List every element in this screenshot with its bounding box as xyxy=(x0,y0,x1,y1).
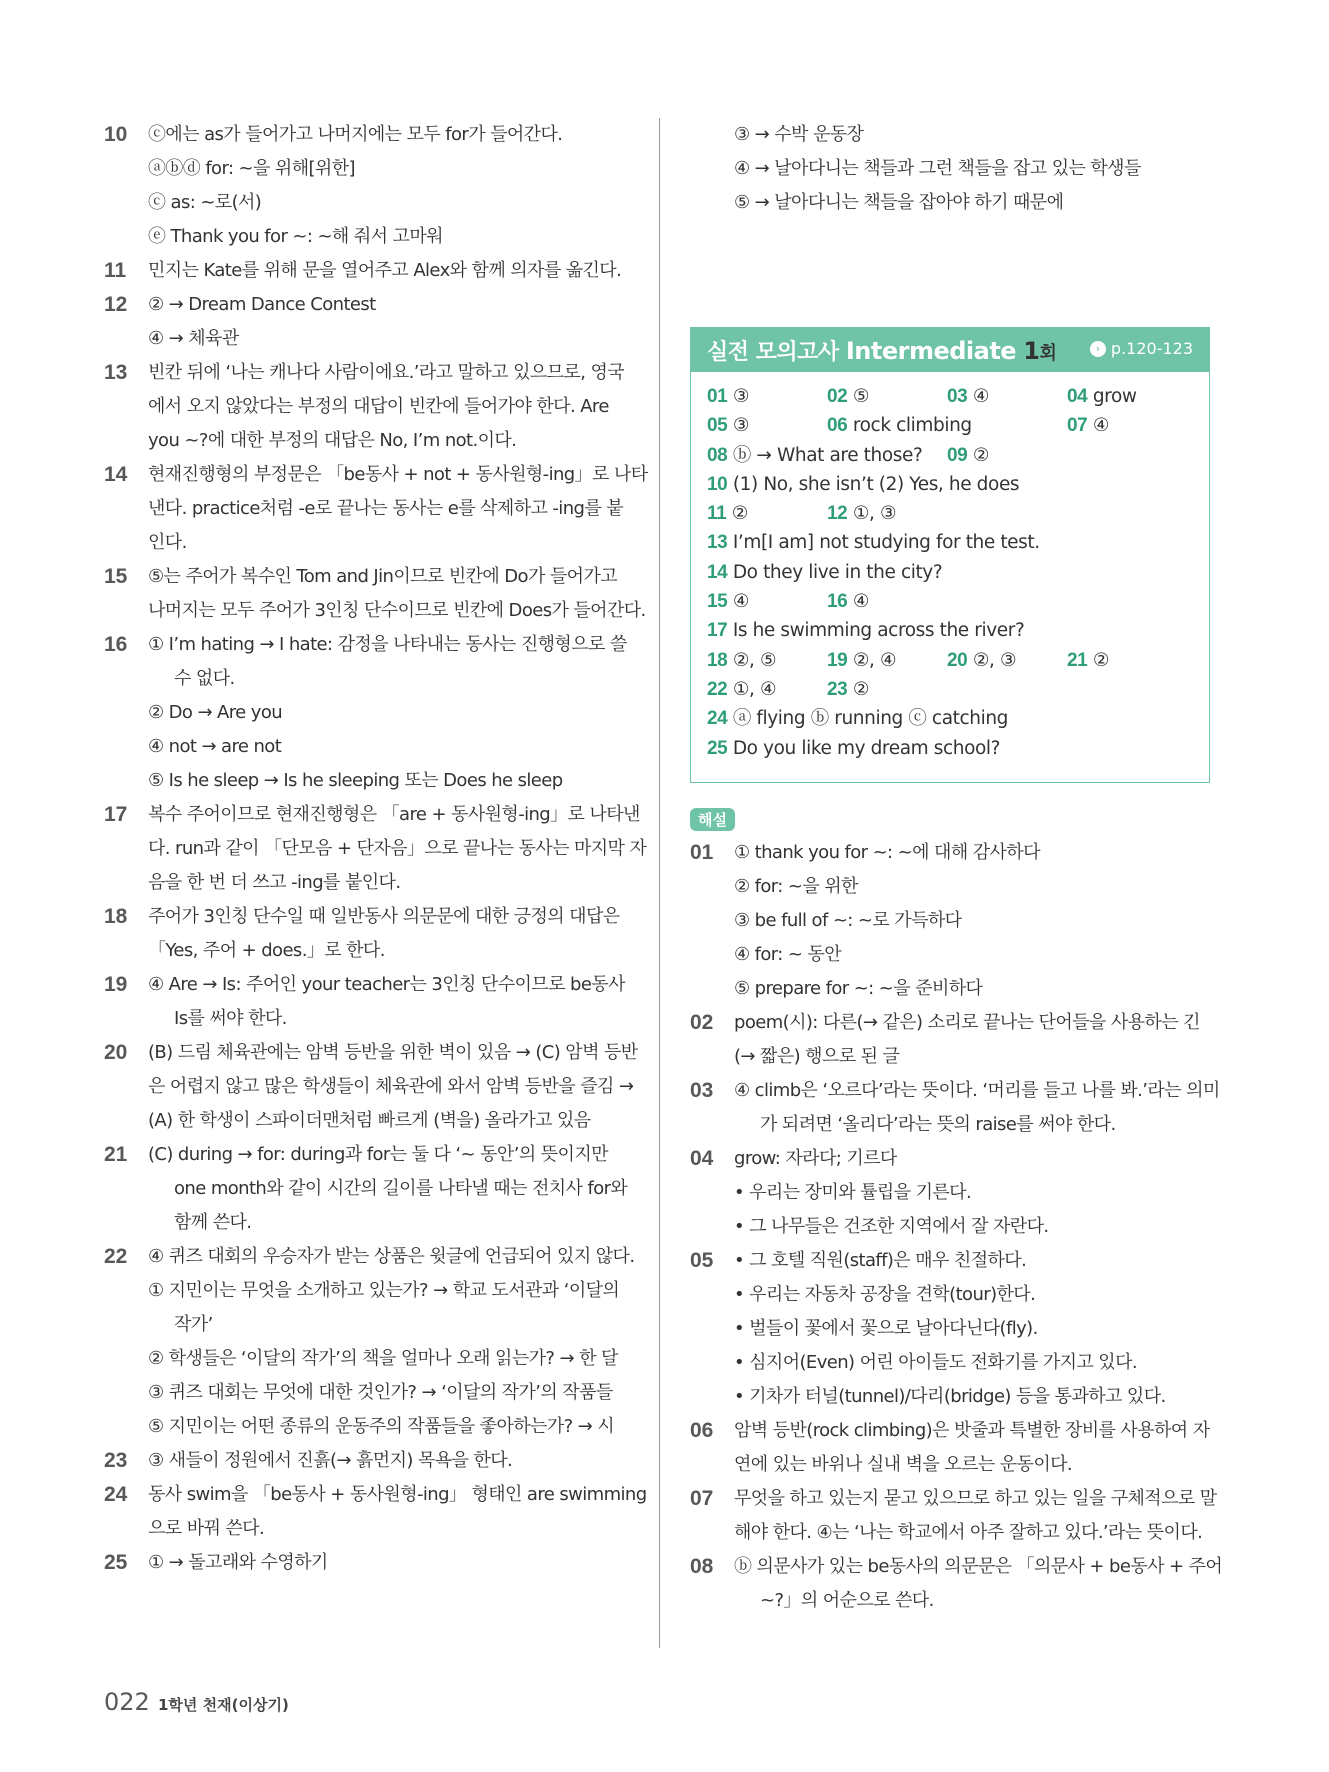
answer-number: 17 xyxy=(707,620,728,642)
answer-value: rock climbing xyxy=(852,415,972,437)
text-line: (B) 드림 체육관에는 암벽 등반을 위한 벽이 있음 → (C) 암벽 등반 xyxy=(148,1042,638,1063)
arrow-right-icon: › xyxy=(1090,341,1106,357)
item-number: 13 xyxy=(104,361,128,384)
answer-number: 20 xyxy=(947,649,968,671)
answer-value: ④ xyxy=(732,591,750,613)
text-line: ③ be full of ~: ~로 가득하다 xyxy=(734,910,962,931)
item-number: 05 xyxy=(690,1249,714,1272)
answer-number: 07 xyxy=(1067,415,1088,437)
item-number: 11 xyxy=(104,259,127,282)
text-line: 음을 한 번 더 쓰고 -ing를 붙인다. xyxy=(148,872,401,893)
text-line: ⑤ → 날아다니는 책들을 잡아야 하기 때문에 xyxy=(734,192,1064,213)
text-line: 작가’ xyxy=(174,1314,213,1335)
text-line: ⓒ에는 as가 들어가고 나머지에는 모두 for가 들어간다. xyxy=(148,124,563,145)
text-line: 민지는 Kate를 위해 문을 열어주고 Alex와 함께 의자를 옮긴다. xyxy=(148,260,622,281)
item-number: 08 xyxy=(690,1555,714,1578)
answer-row xyxy=(707,441,1193,470)
answer-number: 04 xyxy=(1067,386,1088,407)
page-reference xyxy=(1090,339,1193,358)
answer-value: ③ xyxy=(732,386,750,407)
text-line: 함께 쓴다. xyxy=(174,1212,252,1233)
item-body xyxy=(148,356,632,458)
text-line: • 벌들이 꽃에서 꽃으로 날아다닌다(fly). xyxy=(734,1318,1038,1339)
answer-cell xyxy=(827,646,896,675)
answer-cell xyxy=(707,616,1024,645)
left-item xyxy=(104,1240,635,1444)
answer-row xyxy=(707,470,1193,499)
text-line: • 기차가 터널(tunnel)/다리(bridge) 등을 통과하고 있다. xyxy=(734,1386,1166,1407)
answer-value: ④ xyxy=(1092,415,1110,437)
answer-cell xyxy=(707,470,1019,499)
answer-value: Do you like my dream school? xyxy=(732,737,1001,759)
item-body xyxy=(734,1006,1220,1074)
item-body xyxy=(148,1478,647,1546)
right-item xyxy=(690,1414,1220,1482)
item-body xyxy=(148,1036,638,1138)
item-body xyxy=(148,288,632,356)
text-line: 낸다. practice처럼 -e로 끝나는 동사는 e를 삭제하고 -ing를 붙 xyxy=(148,498,624,519)
answer-value: I’m[I am] not studying for the test. xyxy=(732,532,1040,554)
answer-value: ②, ⑤ xyxy=(732,649,777,671)
text-line: • 심지어(Even) 어린 아이들도 전화기를 가지고 있다. xyxy=(734,1352,1138,1373)
item-body xyxy=(148,1240,634,1444)
answer-list xyxy=(691,372,1209,763)
explanation-badge: 해설 xyxy=(690,808,735,831)
text-line: • 그 나무들은 건조한 지역에서 잘 자란다. xyxy=(734,1216,1049,1237)
right-item xyxy=(690,1244,1220,1414)
answer-value: (1) No, she isn’t (2) Yes, he does xyxy=(732,473,1020,495)
text-line: 다. run과 같이 「단모음 + 단자음」으로 끝나는 동사는 마지막 자 xyxy=(148,838,647,859)
item-number: 20 xyxy=(104,1041,128,1064)
answer-cell xyxy=(1067,411,1109,440)
answer-cell xyxy=(947,646,1016,675)
item-body xyxy=(148,560,646,628)
text-line: ① 지민이는 무엇을 소개하고 있는가? → 학교 도서관과 ‘이달의 xyxy=(148,1280,620,1301)
answer-number: 09 xyxy=(947,444,968,466)
left-item xyxy=(104,1444,632,1478)
left-item xyxy=(104,1546,632,1580)
text-line: ④ climb은 ‘오르다’라는 뜻이다. ‘머리를 들고 나를 봐.’라는 의미 xyxy=(734,1080,1220,1101)
answer-row xyxy=(707,499,1193,528)
answer-cell xyxy=(827,499,896,528)
text-line: ⑤ Is he sleep → Is he sleeping 또는 Does he sleep xyxy=(148,770,563,791)
answer-row xyxy=(707,411,1193,440)
answer-value: ② xyxy=(852,678,870,700)
answer-number: 16 xyxy=(827,591,848,613)
answer-number: 03 xyxy=(947,386,968,407)
answer-value: ④ xyxy=(852,591,870,613)
answer-number: 06 xyxy=(827,415,848,437)
text-line: ④ not → are not xyxy=(148,736,282,757)
item-body xyxy=(734,1550,1222,1618)
answer-box xyxy=(690,327,1210,783)
answer-value: ①, ④ xyxy=(732,678,777,700)
item-number: 25 xyxy=(104,1551,128,1574)
left-item xyxy=(104,118,632,254)
text-line: ② for: ~을 위한 xyxy=(734,876,858,897)
item-number: 22 xyxy=(104,1245,128,1268)
answer-number: 05 xyxy=(707,415,728,437)
answer-row xyxy=(707,734,1193,763)
answer-number: 19 xyxy=(827,649,848,671)
answer-number: 10 xyxy=(707,473,728,495)
answer-box-title xyxy=(691,335,1056,366)
right-item xyxy=(690,1074,1220,1142)
item-body xyxy=(148,628,632,798)
item-number: 03 xyxy=(690,1079,714,1102)
item-number: 18 xyxy=(104,905,128,928)
answer-number: 23 xyxy=(827,678,848,700)
text-line: ③ 퀴즈 대회는 무엇에 대한 것인가? → ‘이달의 작가’의 작품들 xyxy=(148,1382,613,1403)
answer-value: ②, ③ xyxy=(972,649,1017,671)
left-item xyxy=(104,458,648,560)
text-line: ⑤ prepare for ~: ~을 준비하다 xyxy=(734,978,983,999)
answer-number: 02 xyxy=(827,386,848,407)
text-line: grow: 자라다; 기르다 xyxy=(734,1148,897,1169)
answer-value: ②, ④ xyxy=(852,649,897,671)
right-item xyxy=(690,1142,1220,1244)
text-line: 에서 오지 않았다는 부정의 대답이 빈칸에 들어가야 한다. Are xyxy=(148,396,609,417)
text-line: 가 되려면 ‘올리다’라는 뜻의 raise를 써야 한다. xyxy=(760,1114,1116,1135)
left-column xyxy=(104,118,648,1580)
item-body xyxy=(734,1074,1220,1142)
left-item xyxy=(104,560,646,628)
answer-value: ⑤ xyxy=(852,386,870,407)
text-line: ② → Dream Dance Contest xyxy=(148,294,376,315)
item-number: 19 xyxy=(104,973,128,996)
right-column-top xyxy=(690,118,1220,220)
answer-cell xyxy=(707,675,776,704)
text-line: 은 어렵지 않고 많은 학생들이 체육관에 와서 암벽 등반을 즐김 → xyxy=(148,1076,634,1097)
answer-value: ② xyxy=(731,503,748,525)
item-body xyxy=(734,1482,1220,1550)
left-item xyxy=(104,1138,632,1240)
item-body xyxy=(734,1414,1220,1482)
answer-row xyxy=(707,675,1193,704)
answer-cell xyxy=(707,587,749,616)
answer-row xyxy=(707,704,1193,733)
answer-value: ② xyxy=(972,444,990,466)
item-number: 24 xyxy=(104,1483,128,1506)
text-line: poem(시): 다른(→ 같은) 소리로 끝나는 단어들을 사용하는 긴 xyxy=(734,1012,1200,1033)
text-line: (A) 한 학생이 스파이더맨처럼 빠르게 (벽을) 올라가고 있음 xyxy=(148,1110,591,1131)
item-number: 02 xyxy=(690,1011,714,1034)
title-prefix: 실전 모의고사 xyxy=(707,339,846,365)
answer-cell xyxy=(1067,382,1137,411)
item-body xyxy=(148,1138,632,1240)
text-line: 암벽 등반(rock climbing)은 밧줄과 특별한 장비를 사용하여 자 xyxy=(734,1420,1210,1441)
text-line: ① → 돌고래와 수영하기 xyxy=(148,1552,328,1573)
item-body xyxy=(148,1546,632,1580)
answer-number: 12 xyxy=(827,503,848,525)
left-item xyxy=(104,798,647,900)
answer-cell xyxy=(707,704,1008,733)
answer-cell xyxy=(707,411,749,440)
answer-value: ② xyxy=(1092,649,1110,671)
item-number: 04 xyxy=(690,1147,714,1170)
answer-number: 18 xyxy=(707,649,728,671)
title-level: Intermediate xyxy=(845,336,1017,365)
text-line: • 우리는 자동차 공장을 견학(tour)한다. xyxy=(734,1284,1036,1305)
answer-row xyxy=(707,616,1193,645)
answer-cell xyxy=(947,382,989,411)
text-line: you ~?에 대한 부정의 대답은 No, I’m not.이다. xyxy=(148,430,517,451)
right-item xyxy=(690,1006,1220,1074)
text-line: one month와 같이 시간의 길이를 나타낼 때는 전치사 for와 xyxy=(174,1178,628,1199)
text-line: ④ for: ~ 동안 xyxy=(734,944,842,965)
right-column-explanations xyxy=(690,836,1223,1618)
answer-value: Do they live in the city? xyxy=(732,561,943,583)
book-title: 1학년 천재(이상기) xyxy=(158,1696,289,1714)
text-line: ⓒ as: ~로(서) xyxy=(148,192,262,213)
answer-value: Is he swimming across the river? xyxy=(732,620,1025,642)
left-item xyxy=(104,628,632,798)
item-body xyxy=(734,1244,1220,1414)
answer-row xyxy=(707,382,1193,411)
text-line: • 그 호텔 직원(staff)은 매우 친절하다. xyxy=(734,1250,1027,1271)
text-line: (→ 짧은) 행으로 된 글 xyxy=(734,1046,900,1067)
text-line: ⑤는 주어가 복수인 Tom and Jin이므로 빈칸에 Do가 들어가고 xyxy=(148,566,618,587)
answer-box-header xyxy=(691,328,1209,372)
left-item xyxy=(104,1478,647,1546)
answer-cell xyxy=(707,558,942,587)
item-number: 14 xyxy=(104,463,128,486)
text-line: ② 학생들은 ‘이달의 작가’의 책을 얼마나 오래 읽는가? → 한 달 xyxy=(148,1348,618,1369)
answer-value: ⓑ → What are those? xyxy=(732,444,923,466)
answer-number: 24 xyxy=(707,708,728,730)
item-number: 23 xyxy=(104,1449,128,1472)
item-number: 15 xyxy=(104,565,128,588)
item-body xyxy=(148,968,632,1036)
answer-cell xyxy=(707,441,922,470)
answer-number: 25 xyxy=(707,737,728,759)
text-line: ④ 퀴즈 대회의 우승자가 받는 상품은 윗글에 언급되어 있지 않다. xyxy=(148,1246,635,1267)
item-body xyxy=(148,458,648,560)
item-body xyxy=(148,1444,632,1478)
answer-cell xyxy=(707,528,1040,557)
text-line: ③ → 수박 운동장 xyxy=(734,124,864,145)
answer-number: 15 xyxy=(707,591,728,613)
text-line: 인다. xyxy=(148,532,187,553)
page-reference-text: p.120-123 xyxy=(1110,339,1193,358)
item-body xyxy=(734,836,1220,1006)
left-item xyxy=(104,968,632,1036)
answer-number: 22 xyxy=(707,678,728,700)
answer-value: ①, ③ xyxy=(852,503,897,525)
page-number: 022 xyxy=(104,1688,150,1716)
column-divider xyxy=(659,118,660,1648)
text-line: ④ → 날아다니는 책들과 그런 책들을 잡고 있는 학생들 xyxy=(734,158,1141,179)
right-item xyxy=(690,1482,1220,1550)
text-line: Is를 써야 한다. xyxy=(174,1008,287,1029)
answer-number: 01 xyxy=(707,386,728,407)
answer-row xyxy=(707,558,1193,587)
text-line: ③ 새들이 정원에서 진흙(→ 흙먼지) 목욕을 한다. xyxy=(148,1450,513,1471)
answer-cell xyxy=(707,646,776,675)
text-line: ⑤ 지민이는 어떤 종류의 운동주의 작품들을 좋아하는가? → 시 xyxy=(148,1416,615,1437)
answer-cell xyxy=(707,382,749,411)
text-line: ~?」의 어순으로 쓴다. xyxy=(760,1590,934,1611)
item-number: 17 xyxy=(104,803,128,826)
answer-value: ⓐ flying ⓑ running ⓒ catching xyxy=(732,708,1008,730)
left-item xyxy=(104,356,632,458)
answer-cell xyxy=(827,587,869,616)
item-number: 07 xyxy=(690,1487,714,1510)
answer-number: 21 xyxy=(1067,649,1088,671)
answer-cell xyxy=(827,411,972,440)
item-number: 12 xyxy=(104,293,128,316)
item-number: 21 xyxy=(104,1143,128,1166)
text-line: 동사 swim을 「be동사 + 동사원형-ing」 형태인 are swimming xyxy=(148,1484,647,1505)
item-number: 10 xyxy=(104,123,128,146)
text-line: 「Yes, 주어 + does.」로 한다. xyxy=(148,940,385,961)
text-line: (C) during → for: during과 for는 둘 다 ‘~ 동안’의 뜻이지만 xyxy=(148,1144,608,1165)
answer-row xyxy=(707,587,1193,616)
answer-row xyxy=(707,528,1193,557)
title-suffix: 회 xyxy=(1039,342,1057,364)
left-item xyxy=(104,1036,638,1138)
answer-number: 13 xyxy=(707,532,728,554)
text-line: 연에 있는 바위나 실내 벽을 오르는 운동이다. xyxy=(734,1454,1073,1475)
right-item xyxy=(690,836,1220,1006)
item-body xyxy=(148,118,632,254)
item-body xyxy=(148,254,632,288)
text-line: ⓑ 의문사가 있는 be동사의 의문문은 「의문사 + be동사 + 주어 xyxy=(734,1556,1223,1577)
item-number: 01 xyxy=(690,841,714,864)
answer-cell xyxy=(1067,646,1109,675)
text-line: 으로 바꿔 쓴다. xyxy=(148,1518,265,1539)
answer-cell xyxy=(827,382,869,411)
left-item xyxy=(104,254,632,288)
answer-number: 14 xyxy=(707,561,728,583)
text-line: ① I’m hating → I hate: 감정을 나타내는 동사는 진행형으로 쓸 xyxy=(148,634,627,655)
text-line: 주어가 3인칭 단수일 때 일반동사 의문문에 대한 긍정의 대답은 xyxy=(148,906,620,927)
answer-number: 08 xyxy=(707,444,728,466)
answer-cell xyxy=(707,499,748,528)
item-body xyxy=(734,1142,1220,1244)
answer-value: grow xyxy=(1092,386,1137,407)
text-line: ④ → 체육관 xyxy=(148,328,239,349)
text-line: 현재진행형의 부정문은 「be동사 + not + 동사원형-ing」로 나타 xyxy=(148,464,648,485)
answer-number: 11 xyxy=(707,503,727,525)
answer-value: ③ xyxy=(732,415,750,437)
answer-value: ④ xyxy=(972,386,990,407)
item-body xyxy=(148,900,632,968)
item-number: 06 xyxy=(690,1419,714,1442)
text-line: • 우리는 장미와 튤립을 기른다. xyxy=(734,1182,972,1203)
answer-cell xyxy=(947,441,989,470)
text-line: ⓔ Thank you for ~: ~해 줘서 고마워 xyxy=(148,226,443,247)
text-line: 나머지는 모두 주어가 3인칭 단수이므로 빈칸에 Does가 들어간다. xyxy=(148,600,646,621)
text-line: 복수 주어이므로 현재진행형은 「are + 동사원형-ing」로 나타낸 xyxy=(148,804,640,825)
answer-cell xyxy=(827,675,869,704)
text-line: 빈칸 뒤에 ‘나는 캐나다 사람이에요.’라고 말하고 있으므로, 영국 xyxy=(148,362,625,383)
answer-row xyxy=(707,646,1193,675)
text-line: ④ Are → Is: 주어인 your teacher는 3인칭 단수이므로 be동사 xyxy=(148,974,625,995)
left-item xyxy=(104,900,632,968)
text-line: ⓐⓑⓓ for: ~을 위해[위한] xyxy=(148,158,355,179)
item-body xyxy=(148,798,646,900)
text-line: ① thank you for ~: ~에 대해 감사하다 xyxy=(734,842,1040,863)
item-number: 16 xyxy=(104,633,128,656)
text-line: 무엇을 하고 있는지 묻고 있으므로 하고 있는 일을 구체적으로 말 xyxy=(734,1488,1217,1509)
left-item xyxy=(104,288,632,356)
title-round: 1 xyxy=(1023,336,1040,365)
text-line: 수 없다. xyxy=(174,668,235,689)
answer-cell xyxy=(707,734,1000,763)
text-line: 해야 한다. ④는 ‘나는 학교에서 아주 잘하고 있다.’라는 뜻이다. xyxy=(734,1522,1203,1543)
text-line: ② Do → Are you xyxy=(148,702,283,723)
right-item xyxy=(690,1550,1223,1618)
